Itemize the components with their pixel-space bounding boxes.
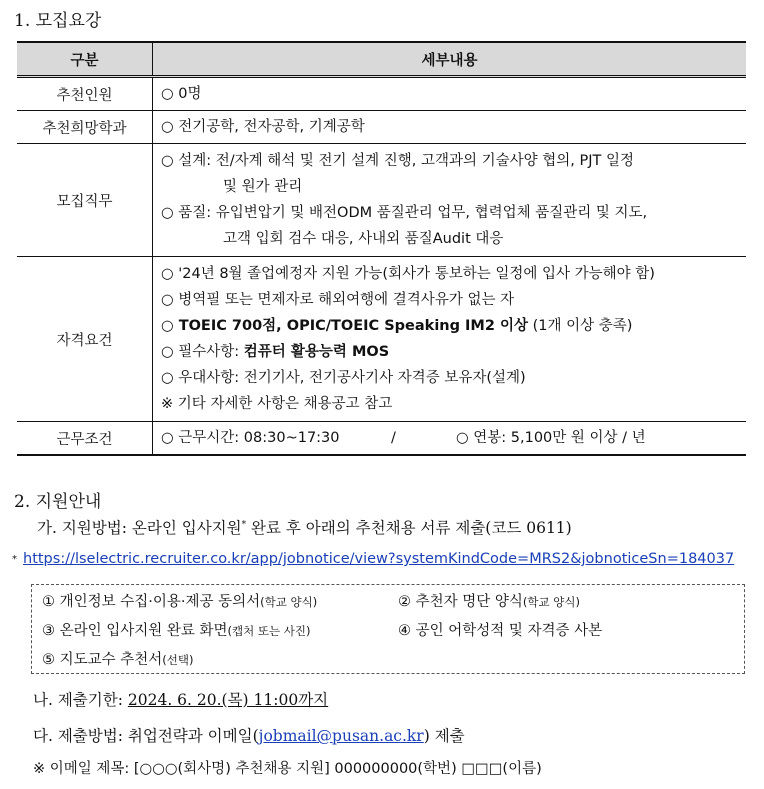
email-subject-format: ※ 이메일 제목: [○○○(회사명) 추천채용 지원] 000000000(학번) □□□(이름) bbox=[33, 761, 542, 777]
row-label-recommend: 추천인원 bbox=[17, 77, 153, 111]
doc-recommend-list bbox=[398, 590, 580, 611]
row-label-jobs: 모집직무 bbox=[17, 144, 153, 257]
qualification-required bbox=[161, 339, 746, 365]
doc-screenshot-note: (캡처 또는 사진) bbox=[227, 624, 311, 638]
required-documents-box bbox=[31, 584, 745, 674]
recommend-count: ○ 0명 bbox=[161, 86, 202, 102]
row-value-conditions bbox=[153, 422, 747, 456]
doc-professor-label: ⑤ 지도교수 추천서 bbox=[42, 652, 163, 668]
required-skill: 컴퓨터 활용능력 MOS bbox=[243, 344, 390, 360]
submission-deadline bbox=[33, 688, 328, 710]
apply-footnote-mark: * bbox=[241, 519, 247, 530]
language-requirement: ○ TOEIC 700점, OPIC/TOEIC Speaking IM2 이상 bbox=[161, 318, 529, 334]
conditions-line bbox=[161, 425, 746, 451]
qualification-military: ○ 병역필 또는 면제자로 해외여행에 결격사유가 없는 자 bbox=[161, 292, 515, 308]
header-category: 구분 bbox=[17, 42, 153, 77]
apply-method bbox=[37, 516, 572, 538]
method-prefix: 다. 제출방법: 취업전략과 이메일( bbox=[33, 727, 259, 745]
apply-url-row bbox=[12, 551, 734, 567]
deadline-date: 2024. 6. 20.(목) 11:00까지 bbox=[127, 691, 329, 709]
email-link[interactable]: jobmail@pusan.ac.kr bbox=[258, 727, 424, 745]
deadline-prefix: 나. 제출기한: bbox=[33, 691, 128, 709]
recruitment-table bbox=[17, 41, 746, 456]
submission-method bbox=[33, 724, 465, 746]
table-row bbox=[17, 422, 746, 456]
table-row bbox=[17, 77, 746, 111]
section-2-title: 2. 지원안내 bbox=[14, 492, 102, 512]
doc-recommend-label: ② 추천자 명단 양식 bbox=[398, 594, 523, 610]
row-value-jobs bbox=[153, 144, 747, 257]
row-value-recommend bbox=[153, 77, 747, 111]
doc-certificates: ④ 공인 어학성적 및 자격증 사본 bbox=[398, 623, 603, 639]
qualification-note: ※ 기타 자세한 사항은 채용공고 참고 bbox=[161, 396, 393, 412]
doc-recommend-note: (학교 양식) bbox=[522, 595, 580, 609]
salary: ○ 연봉: 5,100만 원 이상 / 년 bbox=[456, 430, 646, 446]
table-row bbox=[17, 111, 746, 144]
section-1-title: 1. 모집요강 bbox=[14, 11, 102, 31]
table-row bbox=[17, 144, 746, 257]
header-details: 세부내용 bbox=[153, 42, 747, 77]
row-value-qualifications bbox=[153, 257, 747, 422]
apply-method-prefix: 가. 지원방법: 온라인 입사지원 bbox=[37, 519, 242, 537]
apply-method-suffix: 완료 후 아래의 추천채용 서류 제출(코드 0611) bbox=[246, 519, 572, 537]
apply-url-link[interactable]: https://lselectric.recruiter.co.kr/app/jobnotice/view?systemKindCode=MRS2&jobnoticeSn=184037 bbox=[23, 551, 735, 567]
job-design-line-1: ○ 설계: 전/자계 해석 및 전기 설계 진행, 고객과의 기술사양 협의, PJT 일정 bbox=[161, 153, 635, 169]
qualification-graduation: ○ '24년 8월 졸업예정자 지원 가능(회사가 통보하는 일정에 입사 가능해야 함) bbox=[161, 266, 655, 282]
row-label-conditions: 근무조건 bbox=[17, 422, 153, 456]
doc-screenshot-label: ③ 온라인 입사지원 완료 화면 bbox=[42, 623, 228, 639]
language-note: (1개 이상 충족) bbox=[528, 318, 633, 334]
doc-apply-screenshot bbox=[42, 619, 310, 640]
job-quality-line-2: 고객 입회 검수 대응, 사내외 품질Audit 대응 bbox=[223, 231, 504, 247]
required-prefix: ○ 필수사항: bbox=[161, 344, 244, 360]
doc-professor-letter bbox=[42, 648, 193, 669]
qualification-preferred: ○ 우대사항: 전기기사, 전기공사기사 자격증 보유자(설계) bbox=[161, 370, 526, 386]
job-design-line-2: 및 원가 관리 bbox=[223, 179, 303, 195]
doc-consent-form bbox=[42, 590, 317, 611]
table-row bbox=[17, 257, 746, 422]
method-suffix: ) 제출 bbox=[423, 727, 465, 745]
table-header-row bbox=[17, 42, 746, 77]
doc-consent-note: (학교 양식) bbox=[260, 595, 318, 609]
row-label-majors: 추천희망학과 bbox=[17, 111, 153, 144]
row-value-majors bbox=[153, 111, 747, 144]
row-label-qualifications: 자격요건 bbox=[17, 257, 153, 422]
url-footnote-mark: * bbox=[12, 553, 17, 565]
conditions-separator: / bbox=[391, 430, 396, 446]
majors-list: ○ 전기공학, 전자공학, 기계공학 bbox=[161, 119, 365, 135]
qualification-language bbox=[161, 313, 746, 339]
doc-professor-note: (선택) bbox=[162, 653, 194, 667]
doc-consent-label: ① 개인정보 수집·이용·제공 동의서 bbox=[42, 594, 261, 610]
job-quality-line-1: ○ 품질: 유입변압기 및 배전ODM 품질관리 업무, 협력업체 품질관리 및 지도, bbox=[161, 205, 648, 221]
work-hours: ○ 근무시간: 08:30~17:30 bbox=[161, 430, 340, 446]
